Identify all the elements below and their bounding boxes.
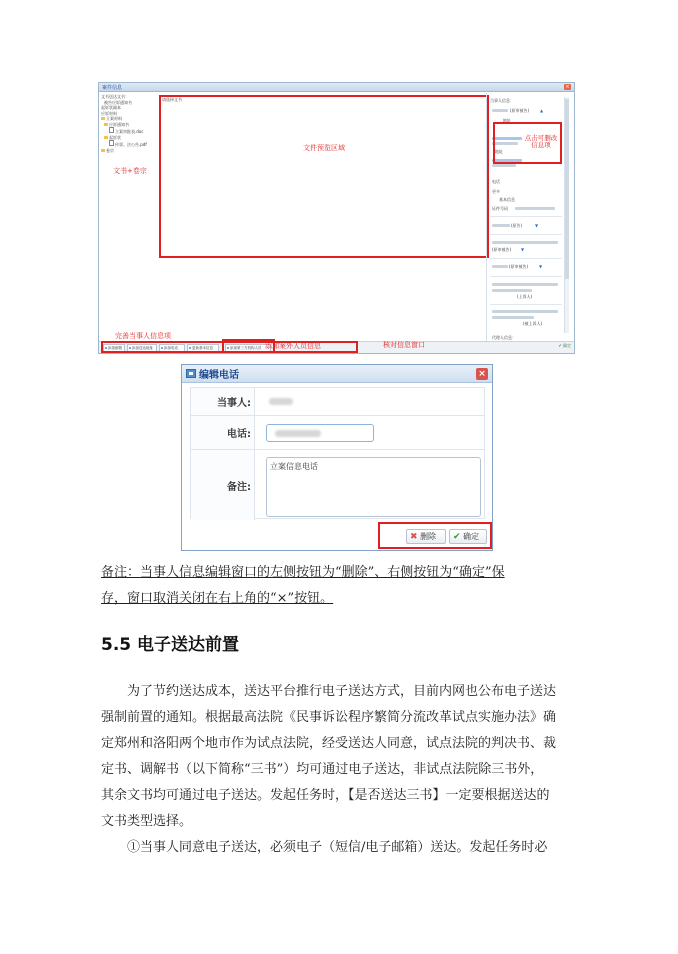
paragraph-2 — [101, 835, 577, 861]
tree-item[interactable]: 文书送达文书： — [101, 94, 129, 99]
agent-info-label: 代理人信息： — [492, 335, 516, 340]
file-preview-area[interactable] — [159, 95, 489, 258]
edit-phone-dialog — [181, 364, 493, 551]
remark-row — [191, 450, 484, 520]
tree-item[interactable]: 被告应诉通知书 — [104, 99, 132, 105]
address-header: 地址 — [503, 118, 511, 123]
window-title: 案件信息 — [102, 84, 123, 91]
preview-caption: 请选择文书 — [162, 97, 182, 102]
party-name-blur — [492, 224, 510, 227]
phone-form — [190, 387, 485, 519]
dialog-titlebar — [182, 365, 492, 383]
editable-annotation: 点击可删改信息项 — [524, 134, 558, 149]
party-role: (上诉人) — [517, 294, 533, 299]
party-role: (被上诉人) — [523, 321, 543, 326]
paragraph-1 — [101, 679, 577, 835]
id-number-label: 证件号码 — [492, 206, 508, 211]
tree-item[interactable]: 立案审批表.doc — [101, 127, 157, 135]
party-role: (原审被告) — [492, 247, 512, 252]
preview-annotation: 文件预览区域 — [303, 144, 345, 152]
party-row — [191, 388, 484, 416]
tree-item[interactable]: 立案材料 — [101, 116, 157, 122]
id-number-blur — [515, 207, 555, 210]
case-info-screenshot — [98, 82, 575, 354]
complete-info-annotation: 完善当事人信息项 — [115, 332, 171, 340]
phone-label: 电话: — [191, 416, 255, 449]
paragraph-line: 文书类型选择。 — [101, 814, 193, 829]
phone-input[interactable] — [266, 424, 374, 442]
ok-label: 确定 — [563, 343, 571, 348]
party-name-blur — [269, 398, 293, 405]
basic-info-label: 基本信息 — [499, 197, 515, 202]
phone-row — [191, 416, 484, 450]
paragraph-line: 定书、调解书（以下简称“三书”）均可通过电子送达，非试点法院除三书外， — [101, 762, 544, 777]
window-titlebar — [99, 83, 574, 92]
note-line: 存，窗口取消关闭在右上角的“×”按钮。 — [101, 591, 334, 606]
paragraph-line: 为了节约送达成本，送达平台推行电子送达方式，目前内网也公布电子送达 — [127, 684, 557, 699]
paragraph-line: 强制前置的通知。根据最高法院《民事诉讼程序繁简分流改革试点实施办法》确 — [101, 710, 557, 725]
phone-number-blur — [275, 430, 321, 437]
expand-icon[interactable]: ▼ — [521, 247, 525, 252]
section-heading: 5.5 电子送达前置 — [101, 635, 240, 655]
tree-item[interactable]: 应诉通知书 — [101, 122, 157, 128]
tree-item[interactable]: 传票、法公告.pdf — [101, 140, 157, 148]
delete-label: 删除 — [420, 532, 436, 541]
dialog-title: 编辑电话 — [199, 370, 239, 381]
edit-window-icon — [186, 369, 196, 378]
collapse-icon[interactable]: ▲ — [540, 108, 544, 113]
add-third-party-button[interactable]: 添加第三方机构人员 — [225, 344, 271, 352]
paragraph-line: 定郑州和洛阳两个地市作为试点法院，经受送达人同意，试点法院的判决书、裁 — [101, 736, 557, 751]
confirm-icon: ✔ — [453, 532, 461, 542]
party-name-blur — [492, 316, 534, 319]
tree-item[interactable]: 卷宗 — [101, 148, 157, 154]
more-label: 更多 — [492, 189, 500, 194]
close-icon[interactable]: × — [565, 84, 570, 90]
scrollbar-thumb[interactable] — [565, 99, 569, 279]
document-tree — [101, 94, 157, 339]
party-info-heading: 当事人信息： — [490, 98, 514, 103]
party-name-blur — [492, 241, 558, 244]
remark-label: 备注: — [191, 450, 255, 520]
paragraph-line: 其余文书均可通过电子送达。发起任务时，【是否送达三书】一定要根据送达的 — [101, 788, 550, 803]
phone-label: 电话 — [492, 179, 500, 184]
remark-textarea[interactable]: 立案信息电话 — [266, 457, 481, 517]
party-role: (原审被告) — [509, 264, 529, 269]
note-line: 备注：当事人信息编辑窗口的左侧按钮为“删除”、右侧按钮为“确定”保 — [101, 565, 505, 580]
confirm-label: 确定 — [463, 532, 479, 541]
editable-info-highlight — [493, 122, 562, 164]
ok-button[interactable]: ✔ 确定 — [558, 343, 571, 348]
party-role: (原审被告) — [510, 108, 530, 113]
tree-item[interactable]: 起诉状副本 — [101, 105, 121, 110]
note-paragraph — [101, 560, 577, 612]
phone-blur — [492, 164, 516, 167]
party-name-blur — [492, 109, 508, 112]
party-name-blur — [492, 310, 558, 313]
tree-annotation: 文书+卷宗 — [113, 167, 147, 175]
party-label: 当事人: — [191, 388, 255, 415]
add-external-annotation: 添加案外人员信息 — [265, 342, 321, 350]
party-name-blur — [492, 283, 558, 286]
verify-annotation: 核对信息窗口 — [383, 341, 425, 349]
delete-icon: ✖ — [410, 532, 418, 542]
delete-button[interactable] — [406, 529, 446, 544]
scrollbar[interactable] — [564, 97, 569, 333]
add-phone-button[interactable]: 添加电话 — [159, 344, 185, 352]
confirm-button[interactable] — [449, 529, 487, 544]
update-basic-info-button[interactable]: 更新基本信息 — [187, 344, 219, 352]
party-name-blur — [492, 265, 508, 268]
tree-item[interactable]: 应诉材料 — [101, 110, 117, 116]
paragraph-line: ①当事人同意电子送达，必须电子（短信/电子邮箱）送达。发起任务时必 — [127, 840, 548, 855]
party-name-blur — [492, 289, 532, 292]
close-icon[interactable]: × — [476, 368, 488, 380]
party-role: (原告) — [511, 223, 523, 228]
dialog-buttons-highlight — [378, 522, 492, 549]
expand-icon[interactable]: ▼ — [539, 264, 543, 269]
expand-icon[interactable]: ▼ — [535, 223, 539, 228]
add-address-button[interactable]: 添加送达地址 — [127, 344, 157, 352]
add-email-button[interactable]: 添加邮箱 — [103, 344, 125, 352]
tree-item[interactable]: 起诉状 — [101, 135, 157, 141]
address-label: 地址 — [495, 149, 503, 154]
